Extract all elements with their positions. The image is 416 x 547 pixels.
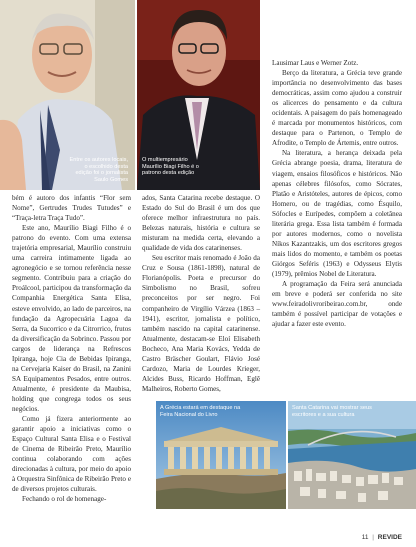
caption-santa-catarina: Santa Catarina vai mostrar seus escritores e a sua cultura: [292, 405, 372, 418]
paragraph: Na literatura, a herança deixada pela Grécia abrange poesia, drama, literatura de viagem, ensaios filosóficos e históricos. Não apenas célebres filósofos, como Sócrates, Platão e Aristóteles, autores de épicos, como Homero, ou de tragédias, como Ésquilo, Sófocles e Eurípedes, compõem a coletânea literária grega. Essa lista também é formada por autores modernos, como o novelista Níkos Kazantzakis, um dos escritores gregos mais lidos do momento, e também os poetas Giórgos Seféris (1963) e Odysseus Elytis (1979), prêmios Nobel de Literatura.: [272, 149, 402, 278]
paragraph: Este ano, Maurílio Biagi Filho é o patrono do evento. Com uma extensa trajetória empresarial, Maurílio construiu uma carreira intimamente ligada ao agronegócio e se tornou referência nesse segmento. Contribuiu para a criação do Proálcool, participou da transformação da Companhia Energética Santa Elisa, esteve envolvido, ao lado de parceiros, na fundação da Agropecuária Lagoa da Serra, da Sucorrico e da Citrorrico, frutos da diversificação da Sobrinco. Passou por cargos de liderança na Refrescos Ipiranga, hoje Cia de Bebidas Ipiranga, na Cervejaria Kaiser do Brasil, na Zanini SA Equipamentos Pesados, entre outros. Atualmente, é presidente da Maubisa, holding que congrega todos os seus negócios.: [12, 224, 131, 413]
paragraph: Como já fizera anteriormente ao garantir apoio a iniciativas como o Espaço Cultural Santa Elisa e o Festival de Cinema de Ribeirão Preto, Maurílio continua colaborando com ações direcionadas à cultura, por meio do apoio à Orquestra Sinfônica de Ribeirão Preto e de diversos projetos culturais.: [12, 415, 131, 494]
text-column-3: [272, 58, 402, 329]
paragraph: ados, Santa Catarina recebe destaque. O Estado do Sul do Brasil é um dos que oferece melhor infraestrutura no país. Belezas naturais, história e cultura se misturam na medida certa, elevando a qualidade de vida dos catarinenses.: [142, 194, 260, 253]
footer-separator: |: [372, 534, 374, 541]
photo-mauricio-biagi: [137, 0, 260, 190]
page-footer: [362, 534, 402, 541]
paragraph: Berço da literatura, a Grécia teve grande importância no desenvolvimento das bases democráticas, assim como ajudou a construir os alicerces do pensamento e da cultura ocidentais. A paisagem do país homenageado é marcada por monumentos históricos, com destaque para o Partenon, o Templo de Afrodite, o Templo de Ártemis, entre outros.: [272, 69, 402, 148]
magazine-name: REVIDE: [377, 534, 402, 541]
caption-authors: Entre os autores locais, o escolhido desta edição foi o jornalista Saulo Gomes: [69, 157, 128, 183]
text-column-2: [142, 193, 260, 394]
caption-greece: A Grécia estará em destaque na Feira Nacional do Livro: [160, 405, 241, 418]
paragraph: Lausimar Laus e Werner Zotz.: [272, 59, 359, 67]
photo-saulo-gomes: [0, 0, 135, 190]
paragraph: A programação da Feira será anunciada em breve e poderá ser conferida no site www.feiradolivroribeirao.com.br, onde também é possível participar de votações e ajudar a fazer este evento.: [272, 280, 402, 329]
paragraph: bém é autoro dos infantis “Flor sem Nome”, Gertrudes Trudes Tutudes” e “Traça-letra Traça Tudo”.: [12, 194, 131, 223]
paragraph: Seu escritor mais renomado é João da Cruz e Sousa (1861-1898), natural de Florianópolis. Poeta e precursor do Simbolismo no Brasil, sofreu preconceitos por ser negro. Foi companheiro de Virgílio Várzea (1863 – 1941), escritor, jornalista e político, também nascido na capital catarinense. Atualmente, destacam-se Eloí Elisabeth Bocheco, Ana Maria Kovács, Yedda de Castro Bräscher Goulart, Flávio José Cardozo, Maria de Lourdes Krieger, Alcides Buss, Ricardo Hoffman, Eglê Malheiros, Roberto Gomes,: [142, 254, 260, 393]
photo-parthenon: [156, 401, 286, 509]
caption-businessman: O multiempresário Maurílio Biagi Filho é o patrono desta edição: [142, 157, 199, 177]
paragraph: Fechando o rol de homenage-: [22, 495, 107, 504]
text-column-1: [12, 193, 131, 504]
page-number: 11: [361, 534, 369, 541]
photo-santa-catarina: [288, 401, 416, 509]
